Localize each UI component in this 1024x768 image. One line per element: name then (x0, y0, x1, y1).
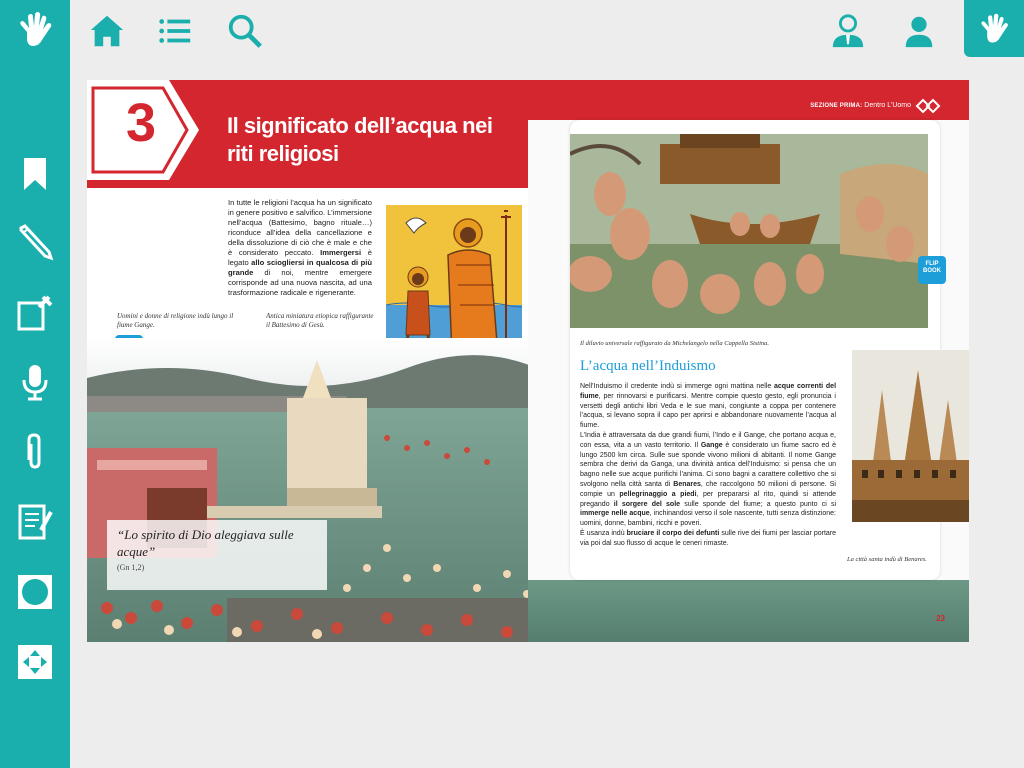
chapter-title: Il significato dell’acqua nei riti religiosi (227, 113, 493, 166)
search-icon (226, 12, 264, 50)
body-run: , inchinandosi verso il sole nascente, tutti senza distinzione: uomini, donne, bambini, ricchi e poveri. (580, 510, 836, 528)
body-run: pellegrinaggio a piedi (619, 490, 697, 498)
sistine-flood-fresco-image (570, 134, 928, 328)
home-button[interactable] (84, 8, 130, 54)
quote-box (107, 520, 327, 590)
table-of-contents-button[interactable] (152, 8, 198, 54)
caption-river: Uomini e donne di religione indù lungo il fiume Gange. (117, 312, 234, 329)
flipbook-label: FLIP BOOK (923, 261, 941, 274)
intro-paragraph (228, 198, 372, 298)
hand-icon (977, 12, 1011, 46)
book-spread[interactable] (87, 80, 969, 642)
varanasi-temples-image (852, 350, 969, 522)
river-strip (528, 580, 969, 642)
hand-icon (15, 10, 55, 50)
bookmark-button[interactable] (0, 146, 70, 202)
note-button[interactable] (0, 285, 70, 341)
quote-text: “Lo spirito di Dio aleggiava sulle acque” (117, 527, 294, 559)
paperclip-icon (15, 432, 55, 472)
left-page (87, 80, 528, 642)
attachment-button[interactable] (0, 424, 70, 480)
body-run: , per rinnovarsi e purificarsi. Mentre compie questo gesto, egli pronuncia i versetti degli antichi libri Veda e le sue mani, congiunte a coppa per contenere l’acqua, si levano sopra il capo per aprirsi e abbandonare nuovamente l’acqua al fiume. (580, 392, 836, 430)
section-logo-icon (915, 98, 943, 114)
hand-tool-button[interactable] (0, 2, 70, 58)
student-icon (900, 12, 938, 50)
body-run: il sorgere del sole (613, 500, 681, 508)
right-page (528, 80, 969, 642)
circle-icon (15, 572, 55, 612)
body-run: bruciare il corpo dei defunti (626, 529, 720, 537)
body-run: È usanza indù (580, 529, 627, 537)
body-run: , per prepararsi al rito, quindi si attende pregando (580, 490, 836, 508)
section-label (810, 102, 911, 109)
body-run: , che raccolgono 50 milioni di persone. Si compie un (580, 480, 836, 498)
notes-button[interactable] (0, 494, 70, 550)
body-text (580, 382, 836, 549)
search-button[interactable] (222, 8, 268, 54)
intro-run: allo sciogliersi in qualcosa di più grande (228, 258, 372, 277)
hand-mode-button[interactable] (964, 0, 1024, 57)
body-run: Benares (673, 480, 701, 488)
fullscreen-button[interactable] (0, 634, 70, 690)
pencil-button[interactable] (0, 214, 70, 270)
quote-reference: (Gn 1,2) (117, 563, 145, 572)
section-heading: L’acqua nell’Induismo (580, 358, 716, 374)
body-run: è considerato un fiume sacro ed è lungo 2500 km circa. Sulle sue sponde vivono milioni di abitanti. Il nome Gange sembra che derivi da Ganga, una divinità antica dell’Induismo: si pensa che un bagno nelle sue acque purifichi l’anima. Ci sono bagni a carattere collettivo che si svolgono nella città santa di (580, 441, 836, 488)
body-paragraph (580, 529, 836, 549)
student-button[interactable] (896, 8, 942, 54)
body-run: sulle sponde del fiume; a questo punto ci si (680, 500, 837, 508)
section-name: Dentro L’Uomo (864, 102, 911, 109)
shape-button[interactable] (0, 564, 70, 620)
chapter-number: 3 (125, 93, 157, 153)
page-number: 23 (936, 614, 945, 623)
caption-varanasi: La città santa indù di Benares. (847, 556, 927, 563)
section-prefix: SEZIONE PRIMA: (810, 103, 863, 109)
intro-run: Immergersi (320, 248, 362, 257)
microphone-icon (15, 362, 55, 402)
teacher-button[interactable] (825, 8, 871, 54)
teacher-icon (829, 12, 867, 50)
section-header-band (528, 80, 969, 120)
body-run: Nell’Induismo il credente indù si immerge ogni mattina nelle (580, 383, 775, 390)
left-sidebar (0, 0, 70, 768)
intro-run: è legato (228, 248, 372, 267)
caption-fresco: Il diluvio universale raffigurato da Michelangelo nella Cappella Sistina. (580, 340, 770, 347)
body-run: L’India è attraversata da due grandi fiumi, l’Indo e il Gange, che portano acqua e, con essa, vita a un vasto territorio. Il (580, 431, 836, 449)
body-paragraph (580, 382, 836, 431)
microphone-button[interactable] (0, 354, 70, 410)
body-run: sulle rive dei fiumi per lasciar portare via poi dal suo flusso di acque le ceneri rimaste. (580, 529, 837, 547)
body-run: Gange (700, 441, 723, 449)
list-icon (156, 12, 194, 50)
top-toolbar (70, 0, 1024, 62)
flipbook-button[interactable] (918, 256, 946, 284)
caption-miniature: Antica miniatura etiopica raffigurante il Battesimo di Gesù. (266, 312, 374, 329)
body-run: acque correnti del fiume (580, 383, 837, 400)
ganges-ghat-photo (87, 338, 557, 642)
intro-run: In tutte le religioni l’acqua ha un significato in genere positivo e salvifico. L’immersione nell’acqua (Battesimo, bagno rituale…) riconduce all’idea della cancellazione e della dissoluzione di ciò che è male e che è considerato peccato. (228, 198, 372, 257)
pin-note-icon (15, 293, 55, 333)
body-run: immerge nelle acque (580, 510, 650, 518)
home-icon (88, 12, 126, 50)
notes-icon (15, 502, 55, 542)
intro-run: di noi, mentre emergere corrisponde ad una nuova nascita, ad una trasformazione radicale e rigenerante. (228, 268, 372, 297)
fullscreen-icon (15, 642, 55, 682)
body-paragraph (580, 431, 836, 529)
pencil-icon (15, 222, 55, 262)
bookmark-icon (15, 154, 55, 194)
